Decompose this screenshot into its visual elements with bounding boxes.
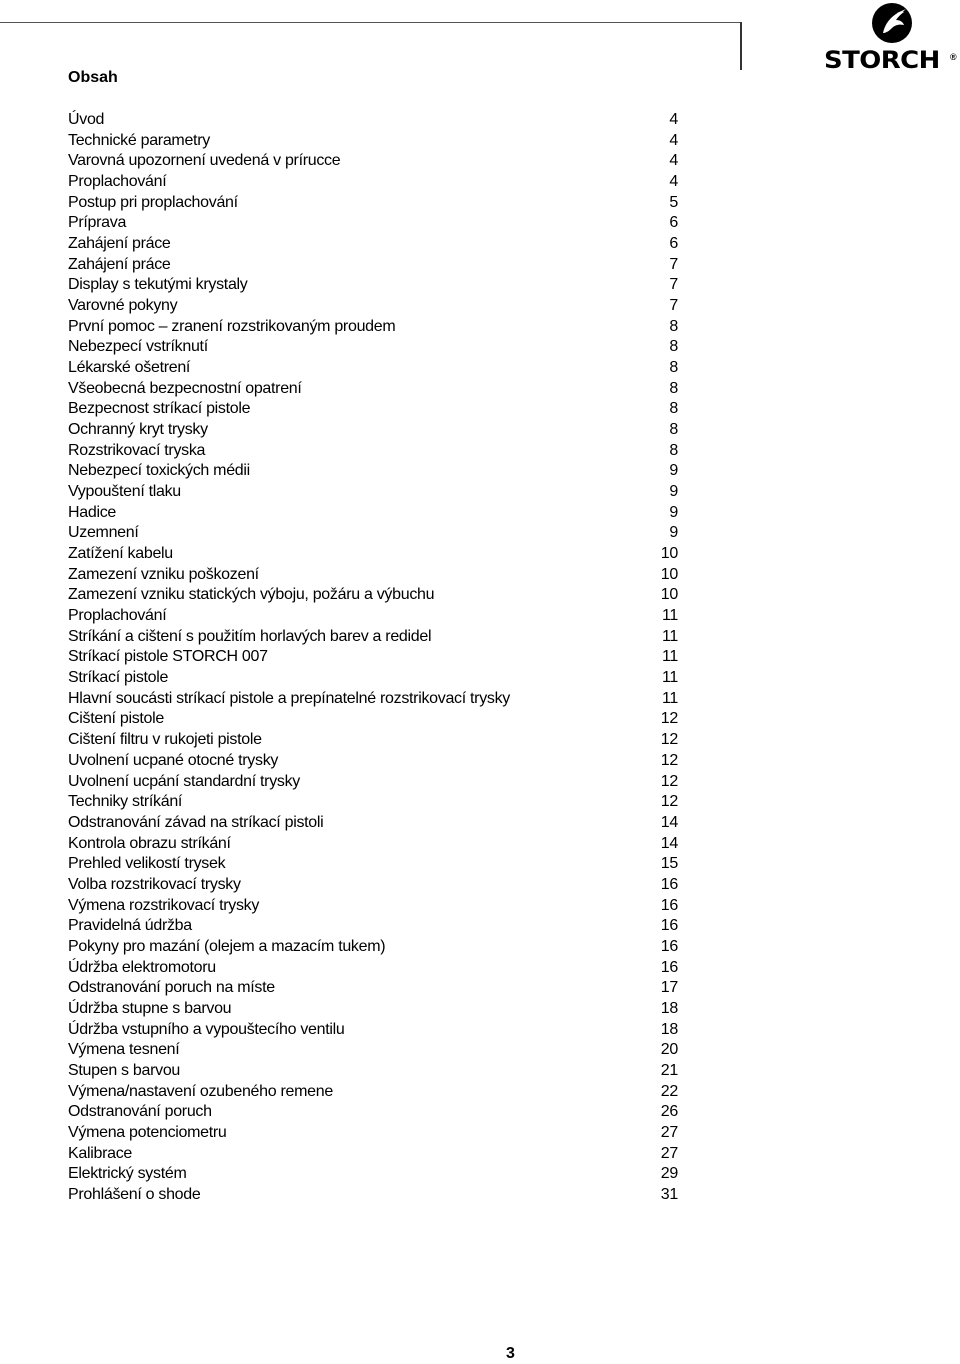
toc-entry-title: Údržba stupne s barvou (68, 999, 232, 1017)
toc-entry-page: 8 (669, 441, 678, 459)
toc-entry-title: Odstranování poruch (68, 1103, 212, 1121)
toc-entry-title: Lékarské ošetrení (68, 359, 191, 377)
toc-entry-page: 8 (669, 359, 678, 377)
toc-entry-title: Uzemnení (68, 524, 139, 542)
toc-entry-page: 7 (669, 255, 678, 273)
toc-entry[interactable] (68, 668, 680, 689)
toc-entry-title: Úvod (68, 111, 105, 128)
toc-entry-title: Výmena tesnení (68, 1041, 180, 1059)
toc-entry[interactable] (68, 172, 680, 193)
toc-entry-page: 11 (661, 648, 678, 666)
toc-entry[interactable] (68, 193, 680, 214)
header-divider (740, 22, 742, 70)
header-rule (0, 22, 741, 23)
toc-entry-title: Prehled velikostí trysek (68, 855, 226, 873)
toc-entry-page: 4 (669, 131, 678, 149)
toc-entry[interactable] (68, 358, 680, 379)
toc-entry-page: 12 (660, 772, 678, 790)
toc-entry-page: 21 (660, 1061, 678, 1079)
toc-entry[interactable] (68, 1144, 680, 1165)
toc-entry-title: Výmena rozstrikovací trysky (68, 896, 260, 914)
toc-entry-title: Stríkací pistole (68, 669, 169, 687)
toc-entry-title: Rozstrikovací tryska (68, 441, 206, 459)
toc-entry-title: Varovné pokyny (68, 297, 178, 315)
toc-entry[interactable] (68, 937, 680, 958)
toc-heading: Obsah (68, 69, 118, 86)
toc-entry-page: 16 (660, 875, 678, 893)
toc-entry-page: 16 (660, 937, 678, 955)
toc-entry-page: 14 (660, 834, 678, 852)
toc-entry-title: První pomoc – zranení rozstrikovaným proudem (68, 317, 396, 335)
toc-entry-page: 16 (660, 917, 678, 935)
toc-entry[interactable] (68, 1123, 680, 1144)
toc-entry[interactable] (68, 730, 680, 751)
storch-logo (822, 2, 960, 72)
toc-entry[interactable] (68, 399, 680, 420)
toc-entry-title: Pravidelná údržba (68, 917, 192, 935)
toc-entry-page: 18 (660, 999, 678, 1017)
toc-entry[interactable] (68, 1102, 680, 1123)
toc-entry-title: Proplachování (68, 607, 167, 625)
toc-entry-page: 7 (669, 276, 678, 294)
toc-entry[interactable] (68, 110, 680, 131)
toc-entry-page: 8 (669, 379, 678, 397)
toc-entry[interactable] (68, 875, 680, 896)
toc-entry-title: Cištení pistole (68, 710, 164, 728)
toc-entry[interactable] (68, 1020, 680, 1041)
toc-entry-title: Vypouštení tlaku (68, 483, 181, 501)
toc-entry-title: Ochranný kryt trysky (68, 421, 208, 439)
toc-entry-title: Technické parametry (68, 131, 210, 149)
toc-entry[interactable] (68, 1082, 680, 1103)
toc-entry[interactable] (68, 461, 680, 482)
toc-entry-title: Zahájení práce (68, 235, 171, 253)
toc-entry[interactable] (68, 234, 680, 255)
toc-entry[interactable] (68, 482, 680, 503)
toc-entry-title: Bezpecnost stríkací pistole (68, 400, 251, 418)
toc-entry-page: 8 (669, 338, 678, 356)
toc-entry[interactable] (68, 709, 680, 730)
toc-entry-page: 12 (660, 751, 678, 769)
toc-entry[interactable] (68, 751, 680, 772)
toc-entry-title: Stríkání a cištení s použitím horlavých barev a redidel (68, 627, 432, 645)
toc-entry-page: 18 (660, 1020, 678, 1038)
toc-entry-title: Nebezpecí toxických médii (68, 462, 250, 480)
toc-entry[interactable] (68, 296, 680, 317)
toc-entry-title: Zahájení práce (68, 255, 171, 273)
toc-entry-title: Zamezení vzniku statických výboju, požáru a výbuchu (68, 586, 435, 604)
toc-entry-title: Stupen s barvou (68, 1061, 181, 1079)
toc-entry-title: Výmena/nastavení ozubeného remene (68, 1082, 333, 1100)
toc-entry-page: 17 (660, 979, 678, 997)
toc-entry[interactable] (68, 379, 680, 400)
toc-entry[interactable] (68, 151, 680, 172)
toc-entry-title: Pokyny pro mazání (olejem a mazacím tukem) (68, 937, 386, 955)
toc-entry-page: 12 (660, 731, 678, 749)
stork-icon (870, 2, 916, 48)
toc-entry-page: 11 (661, 627, 678, 645)
toc-entry-page: 12 (660, 793, 678, 811)
toc-entry-title: Kontrola obrazu stríkání (68, 834, 231, 852)
toc-entry-page: 8 (669, 317, 678, 335)
toc-entry-page: 4 (669, 111, 678, 128)
toc-entry[interactable] (68, 834, 680, 855)
toc-entry-page: 5 (669, 193, 678, 211)
toc-entry[interactable] (68, 337, 680, 358)
toc-entry-title: Prohlášení o shode (68, 1185, 201, 1203)
toc-entry-page: 20 (660, 1041, 678, 1059)
toc-entry-page: 4 (669, 173, 678, 191)
toc-entry-title: Uvolnení ucpání standardní trysky (68, 772, 301, 790)
toc-entry[interactable] (68, 317, 680, 338)
toc-entry[interactable] (68, 1185, 680, 1206)
toc-entry-page: 6 (669, 235, 678, 253)
logo-wordmark: STORCH (824, 46, 940, 74)
toc-entry-title: Stríkací pistole STORCH 007 (68, 648, 268, 666)
toc-entry[interactable] (68, 792, 680, 813)
toc-entry-page: 27 (660, 1123, 678, 1141)
table-of-contents (68, 110, 680, 1206)
toc-entry[interactable] (68, 813, 680, 834)
toc-entry-page: 22 (660, 1082, 678, 1100)
toc-entry[interactable] (68, 275, 680, 296)
toc-entry-title: Elektrický systém (68, 1165, 187, 1183)
toc-entry[interactable] (68, 896, 680, 917)
toc-entry-page: 16 (660, 896, 678, 914)
toc-entry-title: Odstranování poruch na míste (68, 979, 275, 997)
toc-entry[interactable] (68, 213, 680, 234)
toc-entry-title: Zamezení vzniku poškození (68, 565, 259, 583)
toc-entry-title: Display s tekutými krystaly (68, 276, 248, 294)
toc-entry-title: Zatížení kabelu (68, 545, 173, 563)
toc-entry-page: 8 (669, 400, 678, 418)
toc-entry-page: 26 (660, 1103, 678, 1121)
toc-entry[interactable] (68, 999, 680, 1020)
toc-entry-page: 11 (661, 607, 678, 625)
toc-entry-title: Výmena potenciometru (68, 1123, 227, 1141)
toc-entry-title: Volba rozstrikovací trysky (68, 875, 241, 893)
toc-entry-page: 27 (660, 1144, 678, 1162)
toc-entry-page: 8 (669, 421, 678, 439)
toc-entry[interactable] (68, 606, 680, 627)
toc-entry-title: Hadice (68, 503, 117, 521)
toc-entry-page: 9 (669, 524, 678, 542)
registered-mark: ® (950, 52, 957, 62)
toc-entry-title: Všeobecná bezpecnostní opatrení (68, 379, 302, 397)
toc-entry-page: 4 (669, 152, 678, 170)
toc-entry-title: Proplachování (68, 173, 167, 191)
toc-entry[interactable] (68, 854, 680, 875)
toc-entry[interactable] (68, 503, 680, 524)
toc-entry-page: 10 (660, 565, 678, 583)
toc-entry-title: Uvolnení ucpané otocné trysky (68, 751, 279, 769)
toc-entry[interactable] (68, 420, 680, 441)
toc-entry[interactable] (68, 523, 680, 544)
toc-entry[interactable] (68, 916, 680, 937)
toc-entry[interactable] (68, 647, 680, 668)
toc-entry-title: Techniky stríkání (68, 793, 183, 811)
toc-entry-page: 29 (660, 1165, 678, 1183)
toc-entry-page: 12 (660, 710, 678, 728)
toc-entry[interactable] (68, 689, 680, 710)
toc-entry[interactable] (68, 131, 680, 152)
toc-entry-page: 9 (669, 503, 678, 521)
toc-entry[interactable] (68, 1040, 680, 1061)
toc-entry-page: 11 (661, 689, 678, 707)
toc-entry-page: 14 (660, 813, 678, 831)
toc-entry-title: Nebezpecí vstríknutí (68, 338, 208, 356)
toc-entry-page: 10 (660, 545, 678, 563)
toc-entry-title: Cištení filtru v rukojeti pistole (68, 731, 262, 749)
toc-entry-page: 10 (660, 586, 678, 604)
toc-entry[interactable] (68, 544, 680, 565)
toc-entry[interactable] (68, 441, 680, 462)
toc-entry-page: 11 (661, 669, 678, 687)
toc-entry-title: Hlavní soucásti stríkací pistole a prepínatelné rozstrikovací trysky (68, 689, 511, 707)
toc-entry-title: Príprava (68, 214, 127, 232)
toc-entry-page: 16 (660, 958, 678, 976)
toc-entry-title: Kalibrace (68, 1144, 133, 1162)
toc-entry-page: 15 (660, 855, 678, 873)
toc-entry-page: 9 (669, 483, 678, 501)
toc-entry-title: Údržba vstupního a vypouštecího ventilu (68, 1020, 345, 1038)
toc-entry[interactable] (68, 565, 680, 586)
page-number: 3 (506, 1345, 515, 1362)
toc-entry[interactable] (68, 978, 680, 999)
toc-entry[interactable] (68, 585, 680, 606)
toc-entry-page: 6 (669, 214, 678, 232)
toc-entry[interactable] (68, 1061, 680, 1082)
toc-entry[interactable] (68, 627, 680, 648)
toc-entry-title: Údržba elektromotoru (68, 958, 216, 976)
toc-entry[interactable] (68, 958, 680, 979)
toc-entry-title: Odstranování závad na stríkací pistoli (68, 813, 324, 831)
toc-entry[interactable] (68, 1164, 680, 1185)
toc-entry-title: Varovná upozornení uvedená v prírucce (68, 152, 341, 170)
toc-entry[interactable] (68, 772, 680, 793)
toc-entry[interactable] (68, 255, 680, 276)
toc-entry-title: Postup pri proplachování (68, 193, 238, 211)
toc-entry-page: 7 (669, 297, 678, 315)
toc-entry-page: 9 (669, 462, 678, 480)
toc-entry-page: 31 (660, 1185, 678, 1203)
